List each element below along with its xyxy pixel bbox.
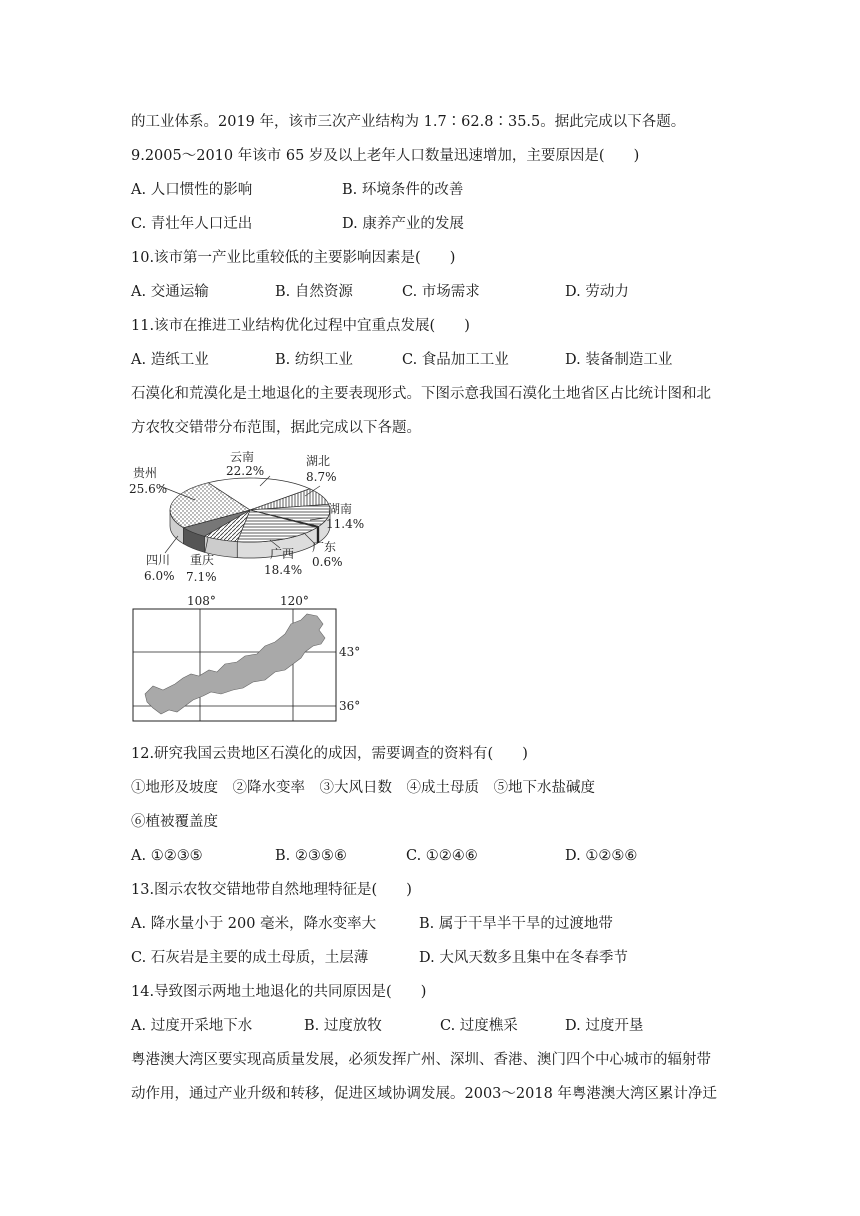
q13-option-d: D. 大风天数多且集中在冬春季节 — [419, 950, 628, 966]
q9-option-d: D. 康养产业的发展 — [342, 216, 464, 232]
paragraph-line: 粤港澳大湾区要实现高质量发展，必须发挥广州、深圳、香港、澳门四个中心城市的辐射带 — [131, 1052, 711, 1068]
pie-label-guangdong: 广东 — [312, 540, 337, 554]
pie-label-guizhou: 贵州 — [133, 466, 158, 480]
pie-value-yunnan: 22.2% — [226, 464, 265, 478]
map-lat-36: 36° — [339, 699, 361, 713]
pie-label-hunan: 湖南 — [328, 502, 353, 516]
question-12: 12.研究我国云贵地区石漠化的成因，需要调查的资料有( ) — [131, 746, 528, 762]
q9-option-c: C. 青壮年人口迁出 — [131, 216, 253, 232]
q10-option-c: C. 市场需求 — [402, 284, 480, 300]
paragraph-line: 石漠化和荒漠化是土地退化的主要表现形式。下图示意我国石漠化土地省区占比统计图和北 — [131, 386, 711, 402]
pie-value-chongqing: 7.1% — [186, 570, 217, 584]
q14-option-b: B. 过度放牧 — [304, 1018, 382, 1034]
question-13: 13.图示农牧交错地带自然地理特征是( ) — [131, 882, 412, 898]
farming-pastoral-zone-map — [125, 594, 375, 724]
q13-option-a: A. 降水量小于 200 毫米，降水变率大 — [131, 916, 377, 932]
map-lat-43: 43° — [339, 645, 361, 659]
q13-option-c: C. 石灰岩是主要的成土母质，土层薄 — [131, 950, 369, 966]
map-lon-108: 108° — [187, 594, 216, 608]
pie-label-yunnan: 云南 — [230, 450, 255, 464]
q9-option-a: A. 人口惯性的影响 — [131, 182, 253, 198]
q14-option-d: D. 过度开垦 — [565, 1018, 644, 1034]
q11-option-c: C. 食品加工工业 — [402, 352, 509, 368]
q14-option-a: A. 过度开采地下水 — [131, 1018, 253, 1034]
pie-value-guangxi: 18.4% — [264, 563, 303, 577]
q11-option-d: D. 装备制造工业 — [565, 352, 673, 368]
pie-label-guangxi: 广西 — [270, 547, 295, 561]
q12-option-c: C. ①②④⑥ — [406, 848, 478, 864]
question-9: 9.2005～2010 年该市 65 岁及以上老年人口数量迅速增加，主要原因是( ) — [131, 148, 640, 164]
question-11: 11.该市在推进工业结构优化过程中宜重点发展( ) — [131, 318, 470, 334]
pie-value-guangdong: 0.6% — [312, 555, 343, 569]
q13-option-b: B. 属于干旱半干旱的过渡地带 — [419, 916, 613, 932]
pie-value-guizhou: 25.6% — [129, 482, 168, 496]
question-10: 10.该市第一产业比重较低的主要影响因素是( ) — [131, 250, 456, 266]
q12-option-b: B. ②③⑤⑥ — [275, 848, 347, 864]
q14-option-c: C. 过度樵采 — [440, 1018, 518, 1034]
q9-option-b: B. 环境条件的改善 — [342, 182, 464, 198]
pie-value-hubei: 8.7% — [306, 470, 337, 484]
pie-chart-figure — [120, 448, 380, 588]
map-lon-120: 120° — [280, 594, 309, 608]
pie-label-hubei: 湖北 — [306, 454, 331, 468]
q11-option-b: B. 纺织工业 — [275, 352, 353, 368]
q10-option-d: D. 劳动力 — [565, 284, 629, 300]
q10-option-b: B. 自然资源 — [275, 284, 353, 300]
pie-label-chongqing: 重庆 — [190, 553, 215, 567]
q11-option-a: A. 造纸工业 — [131, 352, 209, 368]
paragraph-line: 方农牧交错带分布范围，据此完成以下各题。 — [131, 420, 421, 436]
paragraph-line: 的工业体系。2019 年，该市三次产业结构为 1.7∶62.8∶35.5。据此完成以下各题。 — [131, 114, 686, 130]
pie-value-sichuan: 6.0% — [144, 569, 175, 583]
pie-value-hunan: 11.4% — [326, 517, 365, 531]
q12-items: ①地形及坡度 ②降水变率 ③大风日数 ④成土母质 ⑤地下水盐碱度 — [131, 780, 595, 796]
q12-items: ⑥植被覆盖度 — [131, 814, 218, 830]
question-14: 14.导致图示两地土地退化的共同原因是( ) — [131, 984, 427, 1000]
q12-option-a: A. ①②③⑤ — [131, 848, 203, 864]
paragraph-line: 动作用，通过产业升级和转移，促进区域协调发展。2003～2018 年粤港澳大湾区累计净迁 — [131, 1086, 717, 1102]
q12-option-d: D. ①②⑤⑥ — [565, 848, 638, 864]
pie-label-sichuan: 四川 — [146, 553, 171, 567]
q10-option-a: A. 交通运输 — [131, 284, 209, 300]
